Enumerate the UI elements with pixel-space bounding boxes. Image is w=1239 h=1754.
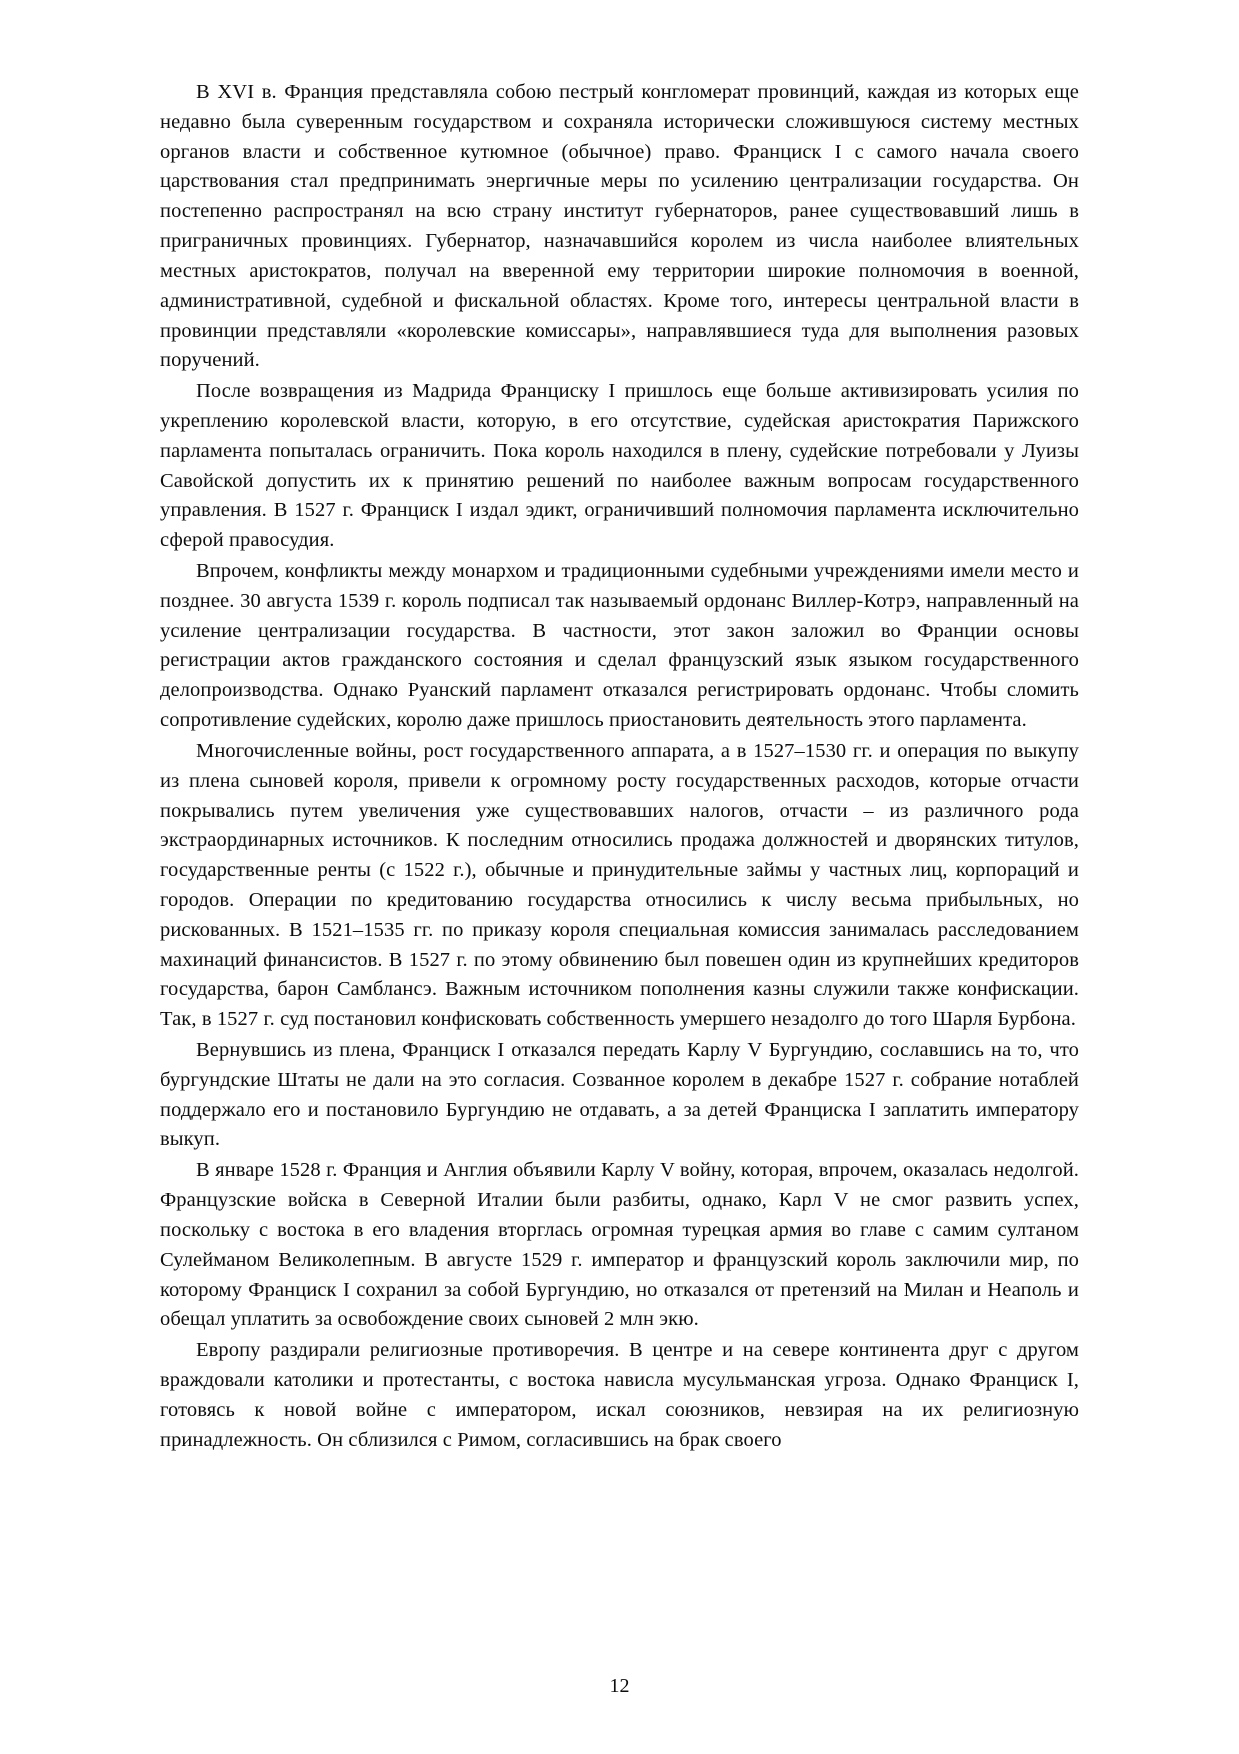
paragraph: В январе 1528 г. Франция и Англия объявили Карлу V войну, которая, впрочем, оказалась недолгой. Французские войска в Северной Италии были разбиты, однако, Карл V не смог развить успех, поскольку с востока в его владения вторглась огромная турецкая армия во главе с самим султаном Сулейманом Великолепным. В августе 1529 г. император и французский король заключили мир, по которому Франциск I сохранил за собой Бургундию, но отказался от претензий на Милан и Неаполь и обещал уплатить за освобождение своих сыновей 2 млн экю. <box>160 1159 1079 1331</box>
paragraph: После возвращения из Мадрида Франциску I пришлось еще больше активизировать усилия по укреплению королевской власти, которую, в его отсутствие, судейская аристократия Парижского парламента попыталась ограничить. Пока король находился в плену, судейские потребовали у Луизы Савойской допустить их к принятию решений по наиболее важным вопросам государственного управления. В 1527 г. Франциск I издал эдикт, ограничивший полномочия парламента исключительно сферой правосудия. <box>160 380 1079 552</box>
paragraph: Европу раздирали религиозные противоречия. В центре и на севере континента друг с другом враждовали католики и протестанты, с востока нависла мусульманская угроза. Однако Франциск I, готовясь к новой войне с императором, искал союзников, невзирая на их религиозную принадлежность. Он сблизился с Римом, согласившись на брак своего <box>160 1339 1079 1451</box>
document-text-body <box>160 78 1079 1455</box>
paragraph: Вернувшись из плена, Франциск I отказался передать Карлу V Бургундию, сославшись на то, что бургундские Штаты не дали на это согласия. Созванное королем в декабре 1527 г. собрание нотаблей поддержало его и постановило Бургундию не отдавать, а за детей Франциска I заплатить императору выкуп. <box>160 1039 1079 1151</box>
paragraph: В XVI в. Франция представляла собою пестрый конгломерат провинций, каждая из которых еще недавно была суверенным государством и сохраняла исторически сложившуюся систему местных органов власти и собственное кутюмное (обычное) право. Франциск I с самого начала своего царствования стал предпринимать энергичные меры по усилению централизации государства. Он постепенно распространял на всю страну институт губернаторов, ранее существовавший лишь в приграничных провинциях. Губернатор, назначавшийся королем из числа наиболее влиятельных местных аристократов, получал на вверенной ему территории широкие полномочия в военной, административной, судебной и фискальной областях. Кроме того, интересы центральной власти в провинции представляли «королевские комиссары», направлявшиеся туда для выполнения разовых поручений. <box>160 81 1079 372</box>
paragraph: Впрочем, конфликты между монархом и традиционными судебными учреждениями имели место и позднее. 30 августа 1539 г. король подписал так называемый ордонанс Виллер-Котрэ, направленный на усиление централизации государства. В частности, этот закон заложил во Франции основы регистрации актов гражданского состояния и сделал французский язык языком государственного делопроизводства. Однако Руанский парламент отказался регистрировать ордонанс. Чтобы сломить сопротивление судейских, королю даже пришлось приостановить деятельность этого парламента. <box>160 560 1079 732</box>
paragraph: Многочисленные войны, рост государственного аппарата, а в 1527–1530 гг. и операция по выкупу из плена сыновей короля, привели к огромному росту государственных расходов, которые отчасти покрывались путем увеличения уже существовавших налогов, отчасти – из различного рода экстраординарных источников. К последним относились продажа должностей и дворянских титулов, государственные ренты (с 1522 г.), обычные и принудительные займы у частных лиц, корпораций и городов. Операции по кредитованию государства относились к числу весьма прибыльных, но рискованных. В 1521–1535 гг. по приказу короля специальная комиссия занималась расследованием махинаций финансистов. В 1527 г. по этому обвинению был повешен один из крупнейших кредиторов государства, барон Самблансэ. Важным источником пополнения казны служили также конфискации. Так, в 1527 г. суд постановил конфисковать собственность умершего незадолго до того Шарля Бурбона. <box>160 739 1079 1031</box>
page-number: 12 <box>609 1675 630 1697</box>
